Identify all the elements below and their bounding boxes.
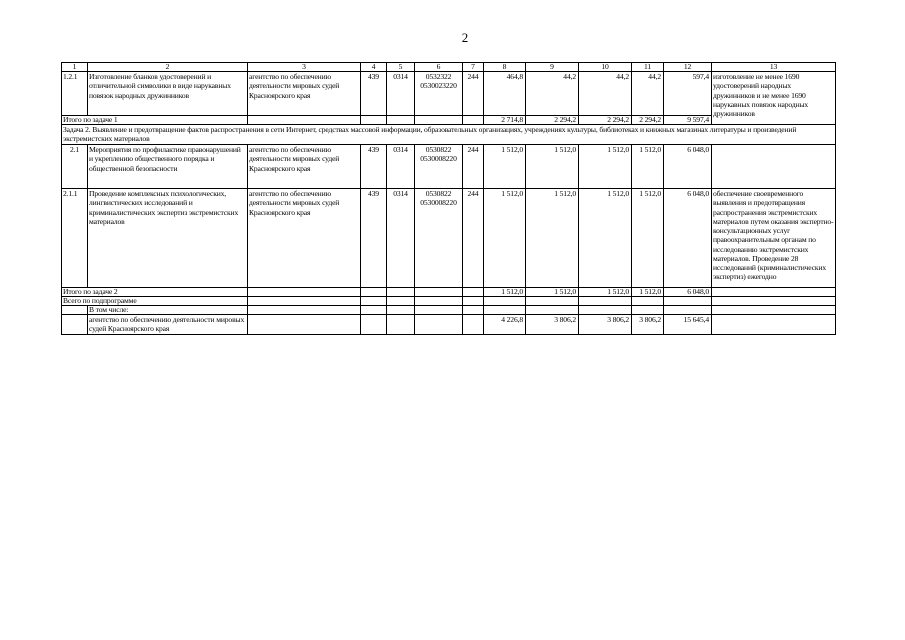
amount-cell: 1 512,0	[632, 145, 664, 189]
amount-cell: 3 806,2	[632, 315, 664, 335]
amount-cell: 2 294,2	[526, 116, 579, 125]
amount-cell: 2 294,2	[579, 116, 632, 125]
section-code: 0314	[387, 72, 415, 116]
amount-cell: 6 048,0	[664, 145, 712, 189]
column-number: 6	[415, 63, 463, 72]
amount-cell: 1 512,0	[632, 189, 664, 288]
total-label: Всего по подпрограмме	[62, 297, 248, 306]
task-heading: Задача 2. Выявление и предотвращение фактов распространения в сети Интернет, средствах массовой информации, образовательных организациях, учреждениях культуры, библиотеках и книжных магазинах литературы и произведений экстремистских материалов	[62, 125, 836, 145]
amount-cell: 44,2	[632, 72, 664, 116]
expected-result	[712, 145, 836, 189]
target-article-code: 0532322 0530023220	[415, 72, 463, 116]
subtotal-label: Итого по задаче 1	[62, 116, 248, 125]
column-number: 11	[632, 63, 664, 72]
amount-cell: 9 597,4	[664, 116, 712, 125]
activity-name: Мероприятия по профилактике правонарушений и укреплению общественного порядка и общественной безопасности	[88, 145, 248, 189]
column-number: 12	[664, 63, 712, 72]
activity-agency: агентство по обеспечению деятельности мировых судей Красноярского края	[248, 145, 361, 189]
amount-cell: 1 512,0	[632, 288, 664, 297]
amount-cell: 44,2	[526, 72, 579, 116]
target-article-code: 0530822 0530008220	[415, 145, 463, 189]
amount-cell: 464,8	[484, 72, 526, 116]
amount-cell: 1 512,0	[579, 189, 632, 288]
amount-cell: 6 048,0	[664, 189, 712, 288]
grbs-code: 439	[361, 72, 387, 116]
activity-name: Изготовление бланков удостоверений и отличительной символики в виде нарукавных повязок народных дружинников	[88, 72, 248, 116]
amount-cell: 44,2	[579, 72, 632, 116]
subtotal-row	[62, 288, 836, 297]
total-row	[62, 297, 836, 306]
amount-cell: 1 512,0	[579, 145, 632, 189]
column-number-row	[62, 63, 836, 72]
task-heading-row	[62, 125, 836, 145]
amount-cell: 2 714,8	[484, 116, 526, 125]
column-number: 7	[463, 63, 484, 72]
amount-cell: 3 806,2	[579, 315, 632, 335]
amount-cell: 2 294,2	[632, 116, 664, 125]
page-number: 2	[461, 30, 469, 45]
column-number: 8	[484, 63, 526, 72]
expense-type-code: 244	[463, 189, 484, 288]
activity-agency: агентство по обеспечению деятельности мировых судей Красноярского края	[248, 189, 361, 288]
amount-cell: 1 512,0	[484, 145, 526, 189]
activity-row	[62, 189, 836, 288]
section-code: 0314	[387, 145, 415, 189]
activity-row	[62, 145, 836, 189]
activity-number: 2.1.1	[62, 189, 88, 288]
activity-name: Проведение комплексных психологических, лингвистических исследований и криминалистических экспертиз экстремистских материалов	[88, 189, 248, 288]
activity-number: 2.1	[62, 145, 88, 189]
amount-cell: 4 226,8	[484, 315, 526, 335]
subprogram-activities-table	[61, 62, 836, 335]
grbs-code: 439	[361, 189, 387, 288]
amount-cell: 6 048,0	[664, 288, 712, 297]
amount-cell: 1 512,0	[579, 288, 632, 297]
column-number: 3	[248, 63, 361, 72]
activity-number: 1.2.1	[62, 72, 88, 116]
section-code: 0314	[387, 189, 415, 288]
target-article-code: 0530822 0530008220	[415, 189, 463, 288]
grbs-code: 439	[361, 145, 387, 189]
including-label: В том числе:	[88, 306, 248, 315]
amount-cell: 1 512,0	[526, 288, 579, 297]
amount-cell: 15 645,4	[664, 315, 712, 335]
including-row	[62, 306, 836, 315]
activity-agency: агентство по обеспечению деятельности мировых судей Красноярского края	[248, 72, 361, 116]
expected-result: изготовление не менее 1690 удостоверений народных дружинников и не менее 1690 нарукавных повязок народных дружинников	[712, 72, 836, 125]
amount-cell: 597,4	[664, 72, 712, 116]
expected-result: обеспечение своевременного выявления и предотвращения распространения экстремистских материалов путем оказания экспертно-консультационных услуг правоохранительным органам по исследованию экстремистских материалов. Проведение 28 исследований (криминалистических экспертиз) ежегодно	[712, 189, 836, 288]
amount-cell: 1 512,0	[484, 189, 526, 288]
column-number: 9	[526, 63, 579, 72]
column-number: 13	[712, 63, 836, 72]
column-number: 2	[88, 63, 248, 72]
amount-cell: 1 512,0	[484, 288, 526, 297]
agency-total-label: агентство по обеспечению деятельности мировых судей Красноярского края	[88, 315, 248, 335]
amount-cell: 3 806,2	[526, 315, 579, 335]
column-number: 10	[579, 63, 632, 72]
subtotal-label: Итого по задаче 2	[62, 288, 248, 297]
expense-type-code: 244	[463, 72, 484, 116]
amount-cell: 1 512,0	[526, 145, 579, 189]
agency-total-row	[62, 315, 836, 335]
activity-row	[62, 72, 836, 116]
column-number: 1	[62, 63, 88, 72]
column-number: 5	[387, 63, 415, 72]
amount-cell: 1 512,0	[526, 189, 579, 288]
column-number: 4	[361, 63, 387, 72]
expense-type-code: 244	[463, 145, 484, 189]
